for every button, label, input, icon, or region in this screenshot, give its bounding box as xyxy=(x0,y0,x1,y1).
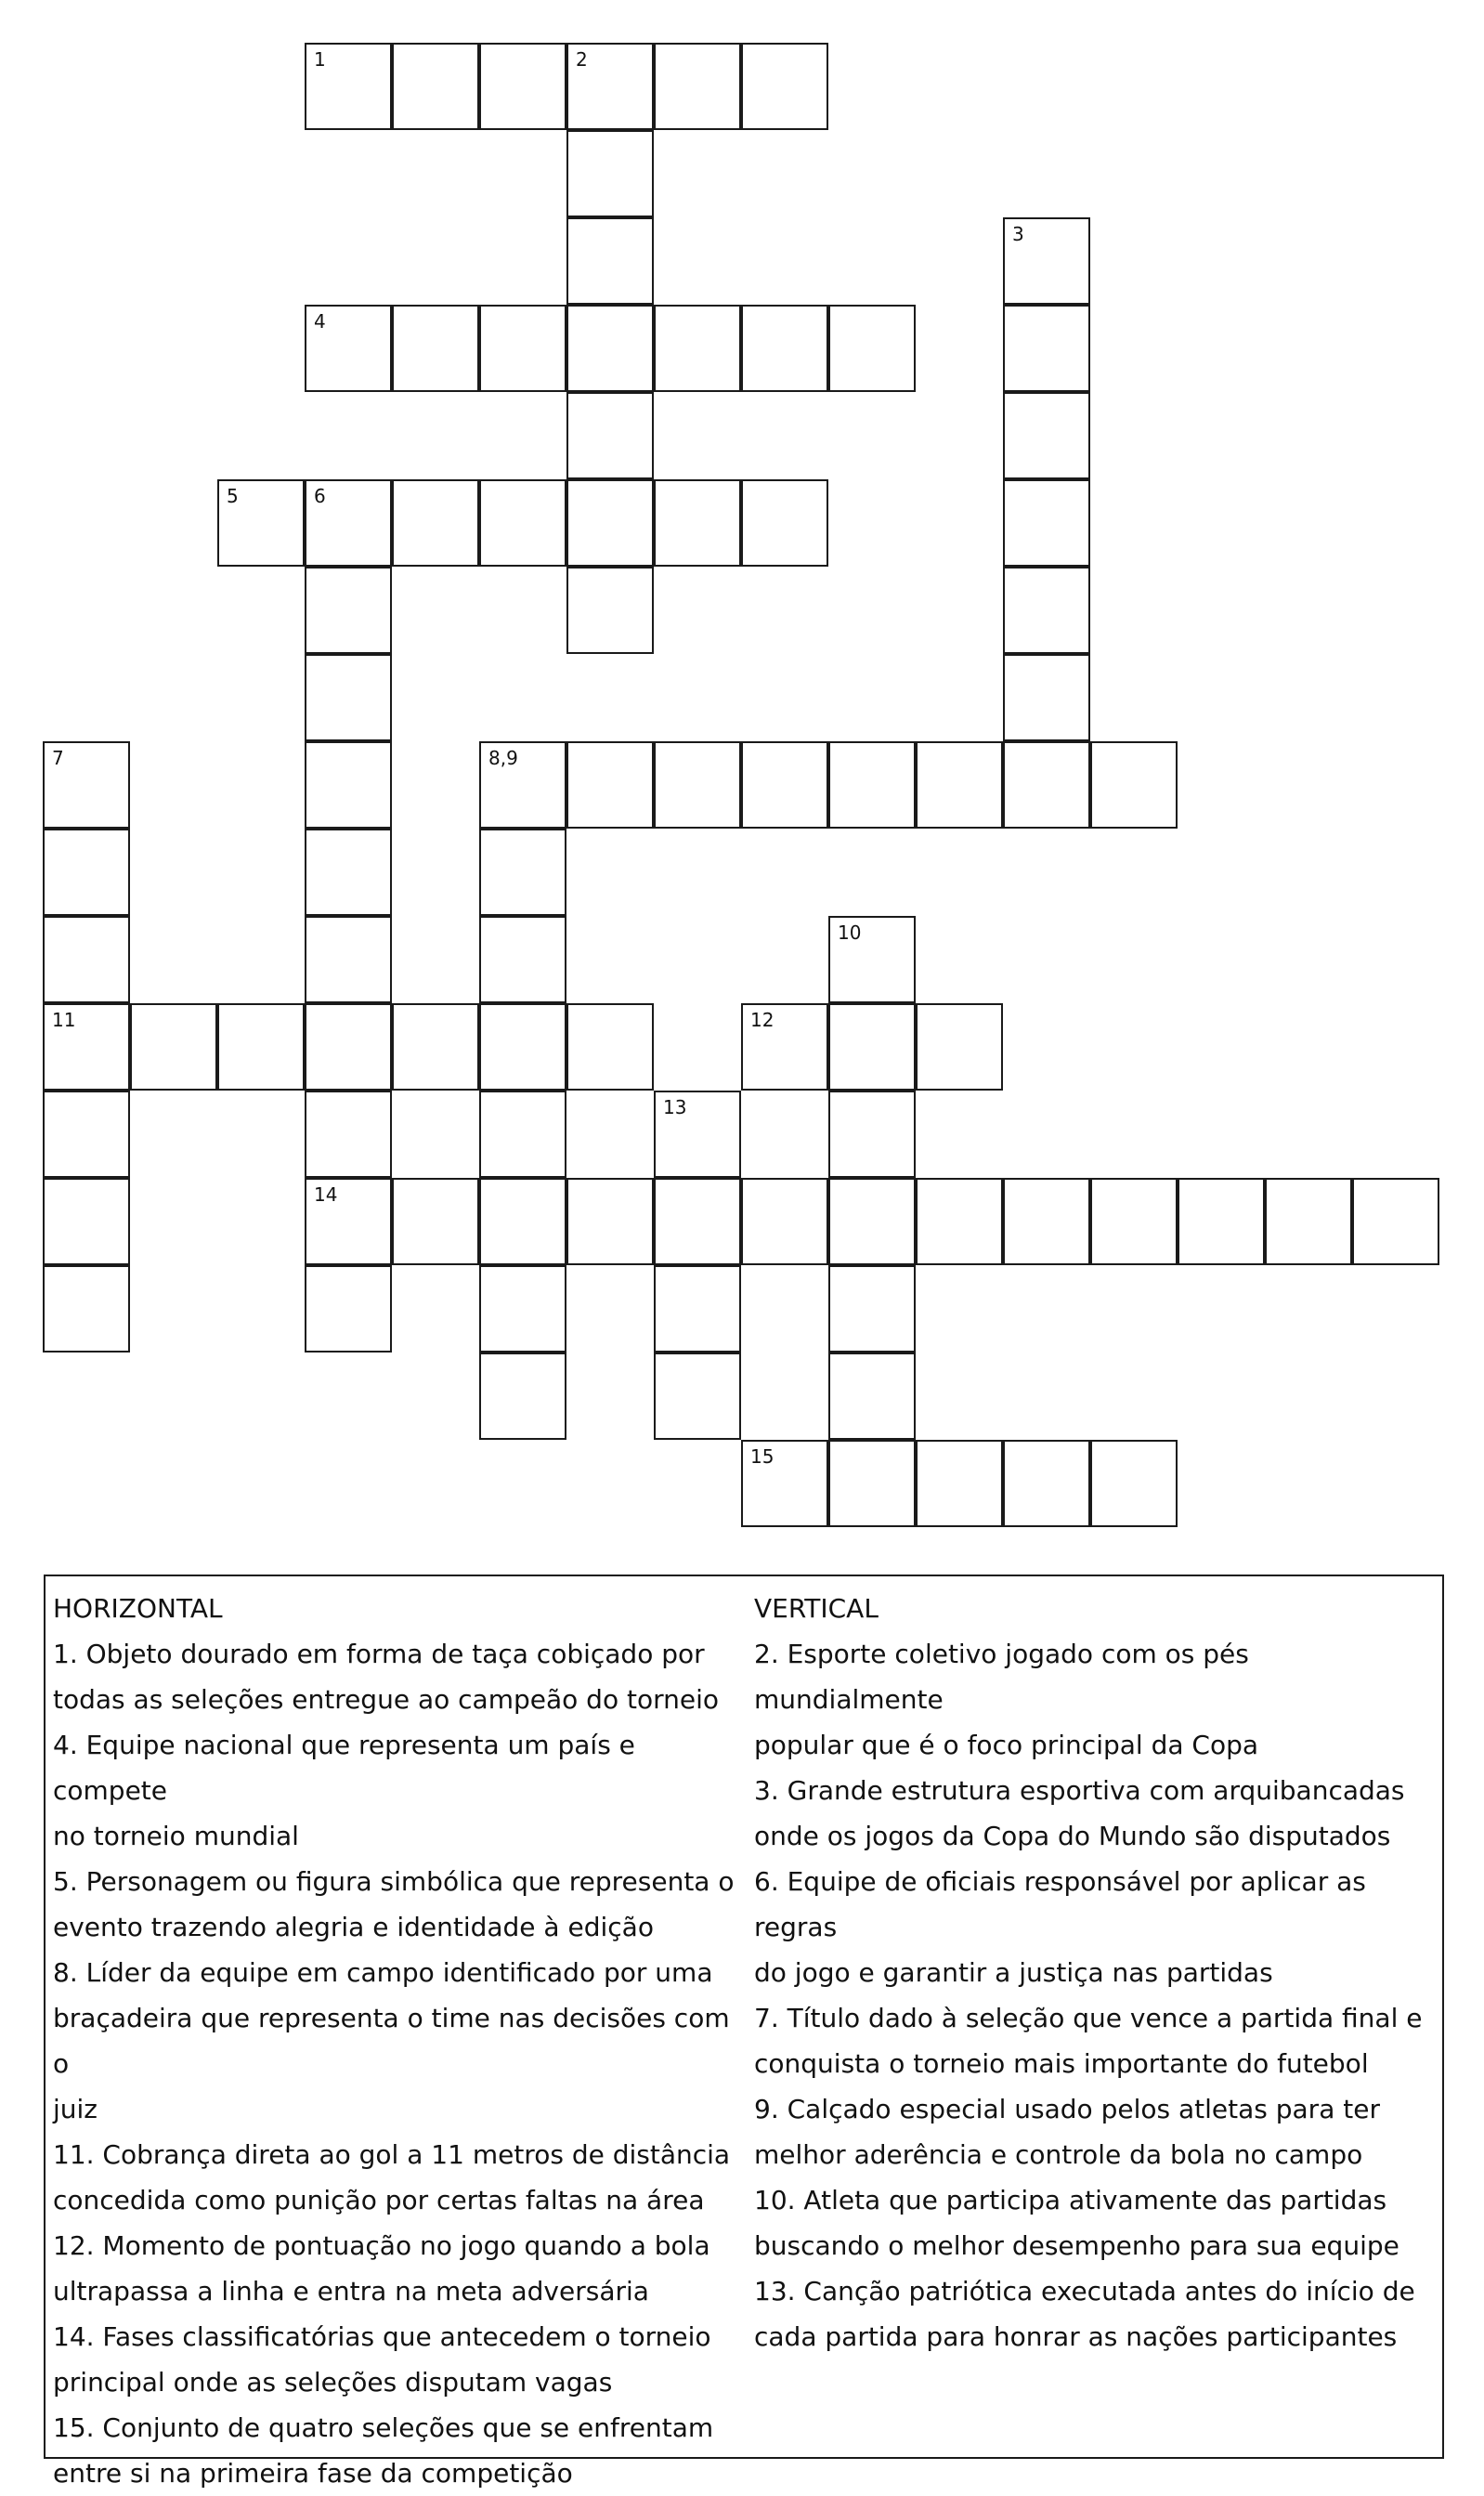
clue-number: 3 xyxy=(1012,223,1024,245)
grid-cell[interactable] xyxy=(479,1353,566,1440)
grid-cell[interactable] xyxy=(828,1265,916,1353)
clue-number: 8,9 xyxy=(488,747,518,769)
clue-line: 8. Líder da equipe em campo identificado por uma xyxy=(53,1957,713,1988)
grid-cell[interactable] xyxy=(479,479,566,567)
clue-line: cada partida para honrar as nações participantes xyxy=(754,2321,1398,2352)
grid-cell[interactable] xyxy=(828,916,916,1003)
grid-cell[interactable] xyxy=(566,479,654,567)
grid-cell[interactable] xyxy=(305,1178,392,1265)
grid-cell[interactable] xyxy=(1003,217,1090,305)
grid-cell[interactable] xyxy=(566,567,654,654)
grid-cell[interactable] xyxy=(741,1003,828,1091)
grid-cell[interactable] xyxy=(828,741,916,829)
grid-cell[interactable] xyxy=(1178,1178,1265,1265)
clue-number: 2 xyxy=(576,48,588,71)
grid-cell[interactable] xyxy=(479,1265,566,1353)
clue-number: 6 xyxy=(314,485,326,507)
grid-cell[interactable] xyxy=(566,43,654,130)
clue-line: popular que é o foco principal da Copa xyxy=(754,1730,1259,1760)
grid-cell[interactable] xyxy=(305,43,392,130)
clue-line: evento trazendo alegria e identidade à edição xyxy=(53,1912,654,1942)
grid-cell[interactable] xyxy=(654,1353,741,1440)
clue-line: no torneio mundial xyxy=(53,1821,299,1851)
grid-cell[interactable] xyxy=(654,43,741,130)
clue-line: 5. Personagem ou figura simbólica que representa o xyxy=(53,1866,735,1897)
grid-cell[interactable] xyxy=(828,305,916,392)
grid-cell[interactable] xyxy=(1003,479,1090,567)
grid-cell[interactable] xyxy=(916,1178,1003,1265)
grid-cell[interactable] xyxy=(741,1440,828,1527)
grid-cell[interactable] xyxy=(479,829,566,916)
clues-vertical xyxy=(754,1586,1441,2359)
clue-line: 3. Grande estrutura esportiva com arquibancadas xyxy=(754,1775,1405,1806)
grid-cell[interactable] xyxy=(741,305,828,392)
clue-line: melhor aderência e controle da bola no campo xyxy=(754,2139,1363,2170)
grid-cell[interactable] xyxy=(1265,1178,1352,1265)
grid-cell[interactable] xyxy=(828,1091,916,1178)
grid-cell[interactable] xyxy=(654,479,741,567)
clue-line: 14. Fases classificatórias que antecedem o torneio xyxy=(53,2321,711,2352)
grid-cell[interactable] xyxy=(828,1440,916,1527)
grid-cell[interactable] xyxy=(43,1091,130,1178)
clue-line: concedida como punição por certas faltas na área xyxy=(53,2185,705,2215)
grid-cell[interactable] xyxy=(392,1003,479,1091)
grid-cell[interactable] xyxy=(1090,741,1178,829)
grid-cell[interactable] xyxy=(566,305,654,392)
grid-cell[interactable] xyxy=(741,479,828,567)
grid-cell[interactable] xyxy=(392,479,479,567)
grid-cell[interactable] xyxy=(1003,1178,1090,1265)
grid-cell[interactable] xyxy=(217,1003,305,1091)
grid-cell[interactable] xyxy=(43,1003,130,1091)
grid-cell[interactable] xyxy=(916,741,1003,829)
grid-cell[interactable] xyxy=(654,741,741,829)
clue-line: todas as seleções entregue ao campeão do torneio xyxy=(53,1684,719,1715)
grid-cell[interactable] xyxy=(305,829,392,916)
grid-cell[interactable] xyxy=(392,305,479,392)
grid-cell[interactable] xyxy=(828,1178,916,1265)
clue-line: 4. Equipe nacional que representa um país e compete xyxy=(53,1730,635,1806)
grid-cell[interactable] xyxy=(479,305,566,392)
grid-cell[interactable] xyxy=(1003,654,1090,741)
grid-cell[interactable] xyxy=(1352,1178,1439,1265)
grid-cell[interactable] xyxy=(43,1265,130,1353)
clues-vertical-title: VERTICAL xyxy=(754,1593,879,1624)
clue-number: 5 xyxy=(227,485,239,507)
grid-cell[interactable] xyxy=(916,1003,1003,1091)
grid-cell[interactable] xyxy=(217,479,305,567)
grid-cell[interactable] xyxy=(305,479,392,567)
clues-box xyxy=(44,1575,1444,2489)
grid-cell[interactable] xyxy=(916,1440,1003,1527)
grid-cell[interactable] xyxy=(43,829,130,916)
grid-cell[interactable] xyxy=(43,916,130,1003)
grid-cell[interactable] xyxy=(305,567,392,654)
grid-cell[interactable] xyxy=(392,1178,479,1265)
grid-cell[interactable] xyxy=(305,1091,392,1178)
clue-number: 12 xyxy=(750,1009,775,1031)
grid-cell[interactable] xyxy=(305,1003,392,1091)
grid-cell[interactable] xyxy=(566,217,654,305)
clue-line: principal onde as seleções disputam vagas xyxy=(53,2367,613,2398)
clues-horizontal xyxy=(53,1586,740,2496)
clue-line: onde os jogos da Copa do Mundo são disputados xyxy=(754,1821,1391,1851)
clue-line: 9. Calçado especial usado pelos atletas para ter xyxy=(754,2094,1380,2124)
grid-cell[interactable] xyxy=(479,1091,566,1178)
clue-line: juiz xyxy=(53,2094,98,2124)
clue-line: 13. Canção patriótica executada antes do início de xyxy=(754,2276,1415,2307)
clue-line: entre si na primeira fase da competição xyxy=(53,2458,573,2489)
grid-cell[interactable] xyxy=(654,1091,741,1178)
grid-cell[interactable] xyxy=(566,130,654,217)
grid-cell[interactable] xyxy=(43,741,130,829)
grid-cell[interactable] xyxy=(479,1178,566,1265)
clue-number: 7 xyxy=(52,747,64,769)
clue-line: 2. Esporte coletivo jogado com os pés mundialmente xyxy=(754,1639,1249,1715)
clue-line: 6. Equipe de oficiais responsável por aplicar as regras xyxy=(754,1866,1366,1942)
grid-cell[interactable] xyxy=(741,43,828,130)
grid-cell[interactable] xyxy=(1003,741,1090,829)
grid-cell[interactable] xyxy=(566,741,654,829)
grid-cell[interactable] xyxy=(828,1003,916,1091)
clue-line: 11. Cobrança direta ao gol a 11 metros de distância xyxy=(53,2139,731,2170)
clue-number: 10 xyxy=(838,921,862,944)
clue-line: buscando o melhor desempenho para sua equipe xyxy=(754,2230,1399,2261)
grid-cell[interactable] xyxy=(1003,305,1090,392)
grid-cell[interactable] xyxy=(305,305,392,392)
grid-cell[interactable] xyxy=(741,741,828,829)
grid-cell[interactable] xyxy=(130,1003,217,1091)
grid-cell[interactable] xyxy=(305,654,392,741)
clue-number: 4 xyxy=(314,310,326,333)
grid-cell[interactable] xyxy=(654,1265,741,1353)
grid-cell[interactable] xyxy=(566,1003,654,1091)
clue-line: do jogo e garantir a justiça nas partidas xyxy=(754,1957,1273,1988)
grid-cell[interactable] xyxy=(305,1265,392,1353)
grid-cell[interactable] xyxy=(305,916,392,1003)
clue-line: 1. Objeto dourado em forma de taça cobiçado por xyxy=(53,1639,705,1669)
grid-cell[interactable] xyxy=(479,43,566,130)
clue-number: 1 xyxy=(314,48,326,71)
grid-cell[interactable] xyxy=(566,392,654,479)
clue-line: 7. Título dado à seleção que vence a partida final e xyxy=(754,2003,1423,2033)
grid-cell[interactable] xyxy=(1090,1178,1178,1265)
grid-cell[interactable] xyxy=(741,1178,828,1265)
grid-cell[interactable] xyxy=(1003,392,1090,479)
grid-cell[interactable] xyxy=(479,916,566,1003)
grid-cell[interactable] xyxy=(1003,1440,1090,1527)
clue-line: ultrapassa a linha e entra na meta adversária xyxy=(53,2276,649,2307)
clue-line: conquista o torneio mais importante do futebol xyxy=(754,2048,1369,2079)
clue-number: 14 xyxy=(314,1183,338,1206)
clue-line: 15. Conjunto de quatro seleções que se enfrentam xyxy=(53,2412,714,2443)
clues-horizontal-title: HORIZONTAL xyxy=(53,1593,223,1624)
clue-number: 11 xyxy=(52,1009,76,1031)
clue-line: 10. Atleta que participa ativamente das partidas xyxy=(754,2185,1387,2215)
grid-cell[interactable] xyxy=(305,741,392,829)
clue-number: 13 xyxy=(663,1096,687,1118)
grid-cell[interactable] xyxy=(566,1178,654,1265)
grid-cell[interactable] xyxy=(654,1178,741,1265)
grid-cell[interactable] xyxy=(479,1003,566,1091)
clue-number: 15 xyxy=(750,1445,775,1468)
grid-cell[interactable] xyxy=(1003,567,1090,654)
grid-cell[interactable] xyxy=(1090,1440,1178,1527)
grid-cell[interactable] xyxy=(392,43,479,130)
grid-cell[interactable] xyxy=(479,741,566,829)
grid-cell[interactable] xyxy=(828,1353,916,1440)
clue-line: braçadeira que representa o time nas decisões com o xyxy=(53,2003,730,2079)
clue-line: 12. Momento de pontuação no jogo quando a bola xyxy=(53,2230,710,2261)
grid-cell[interactable] xyxy=(654,305,741,392)
grid-cell[interactable] xyxy=(43,1178,130,1265)
